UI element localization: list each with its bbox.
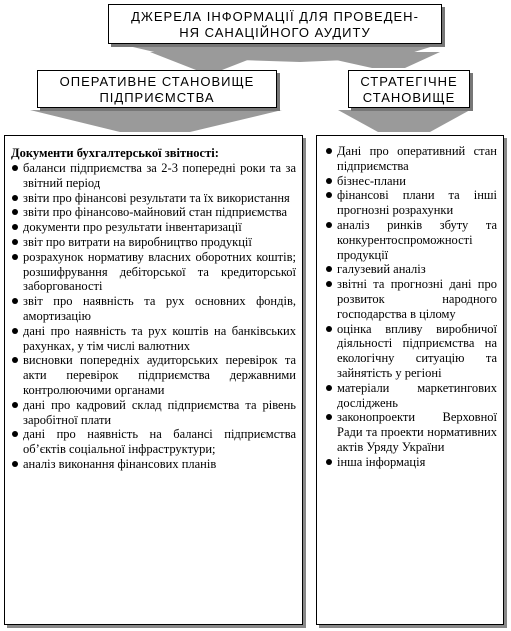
top-title-line-2: НЯ САНАЦІЙНОГО АУДИТУ <box>179 25 371 40</box>
top-title-box <box>108 4 442 44</box>
list-item: аналіз виконання фінансових планів <box>11 457 296 472</box>
list-item: звітні та прогнозні дані про розвиток народного господарства в цілому <box>325 277 497 321</box>
list-item: дані про наявність на балансі підприємства об’єктів соціальної інфраструктури; <box>11 427 296 457</box>
strategic-sources-panel <box>316 135 504 625</box>
strategic-sources-list <box>325 144 497 470</box>
list-item: дані про кадровий склад підприємства та рівень заробітної плати <box>11 398 296 428</box>
list-item: висновки попередніх аудиторських перевірок та акти перевірок підприємства державними контролюючими органами <box>11 353 296 397</box>
bullet-icon <box>326 192 332 198</box>
bullet-icon <box>326 459 332 465</box>
bullet-icon <box>12 357 18 363</box>
strategic-state-line-1: СТРАТЕГІЧНЕ <box>360 74 458 89</box>
arrow-to-right-panel <box>338 110 470 132</box>
bullet-icon <box>12 239 18 245</box>
bullet-icon <box>326 281 332 287</box>
bullet-icon <box>12 461 18 467</box>
list-item: оцінка впливу виробничої діяльності підприємства на екологічну ситуацію та зайнятість у регіоні <box>325 322 497 381</box>
operational-state-line-1: ОПЕРАТИВНЕ СТАНОВИЩЕ <box>59 74 255 89</box>
top-title-line-1: ДЖЕРЕЛА ІНФОРМАЦІЇ ДЛЯ ПРОВЕДЕН- <box>131 9 419 24</box>
bullet-icon <box>12 402 18 408</box>
accounting-documents-list <box>11 161 296 472</box>
bullet-icon <box>12 195 18 201</box>
accounting-documents-title: Документи бухгалтерської звітності: <box>11 146 219 160</box>
bullet-icon <box>326 385 332 391</box>
list-item: звіт про наявність та рух основних фондів, амортизацію <box>11 294 296 324</box>
bullet-icon <box>326 266 332 272</box>
bullet-icon <box>12 224 18 230</box>
list-item: законопроекти Верховної Ради та проекти нормативних актів Уряду України <box>325 410 497 454</box>
list-item: дані про наявність та рух коштів на банківських рахунках, у тім числі валютних <box>11 324 296 354</box>
bullet-icon <box>326 148 332 154</box>
operational-state-line-2: ПІДПРИЄМСТВА <box>99 90 215 105</box>
bullet-icon <box>326 414 332 420</box>
bullet-icon <box>12 254 18 260</box>
accounting-documents-panel <box>4 135 303 625</box>
bullet-icon <box>12 298 18 304</box>
bullet-icon <box>326 326 332 332</box>
strategic-state-line-2: СТАНОВИЩЕ <box>362 90 456 105</box>
list-item: бізнес-плани <box>325 174 497 189</box>
arrow-to-left-header <box>150 52 268 70</box>
list-item: звіти про фінансово-майновий стан підприємства <box>11 205 296 220</box>
bullet-icon <box>12 209 18 215</box>
bullet-icon <box>12 328 18 334</box>
strategic-state-box <box>348 70 470 108</box>
list-item: матеріали маркетингових досліджень <box>325 381 497 411</box>
list-item: звіти про фінансові результати та їх використання <box>11 191 296 206</box>
list-item: галузевий аналіз <box>325 262 497 277</box>
list-item: звіт про витрати на виробництво продукції <box>11 235 296 250</box>
list-item: розрахунок нормативу власних оборотних коштів; розшифрування дебіторської та кредиторської заборгованості <box>11 250 296 294</box>
list-item: Дані про оперативний стан підприємства <box>325 144 497 174</box>
bullet-icon <box>326 178 332 184</box>
list-item: аналіз ринків збуту та конкурентоспроможності продукції <box>325 218 497 262</box>
list-item: баланси підприємства за 2-3 попередні роки та за звітний період <box>11 161 296 191</box>
list-item: документи про результати інвентаризації <box>11 220 296 235</box>
bullet-icon <box>326 222 332 228</box>
list-item: фінансові плани та інші прогнозні розрахунки <box>325 188 497 218</box>
bullet-icon <box>12 165 18 171</box>
operational-state-box <box>37 70 277 108</box>
bullet-icon <box>12 431 18 437</box>
list-item: інша інформація <box>325 455 497 470</box>
arrow-to-left-panel <box>30 110 282 132</box>
